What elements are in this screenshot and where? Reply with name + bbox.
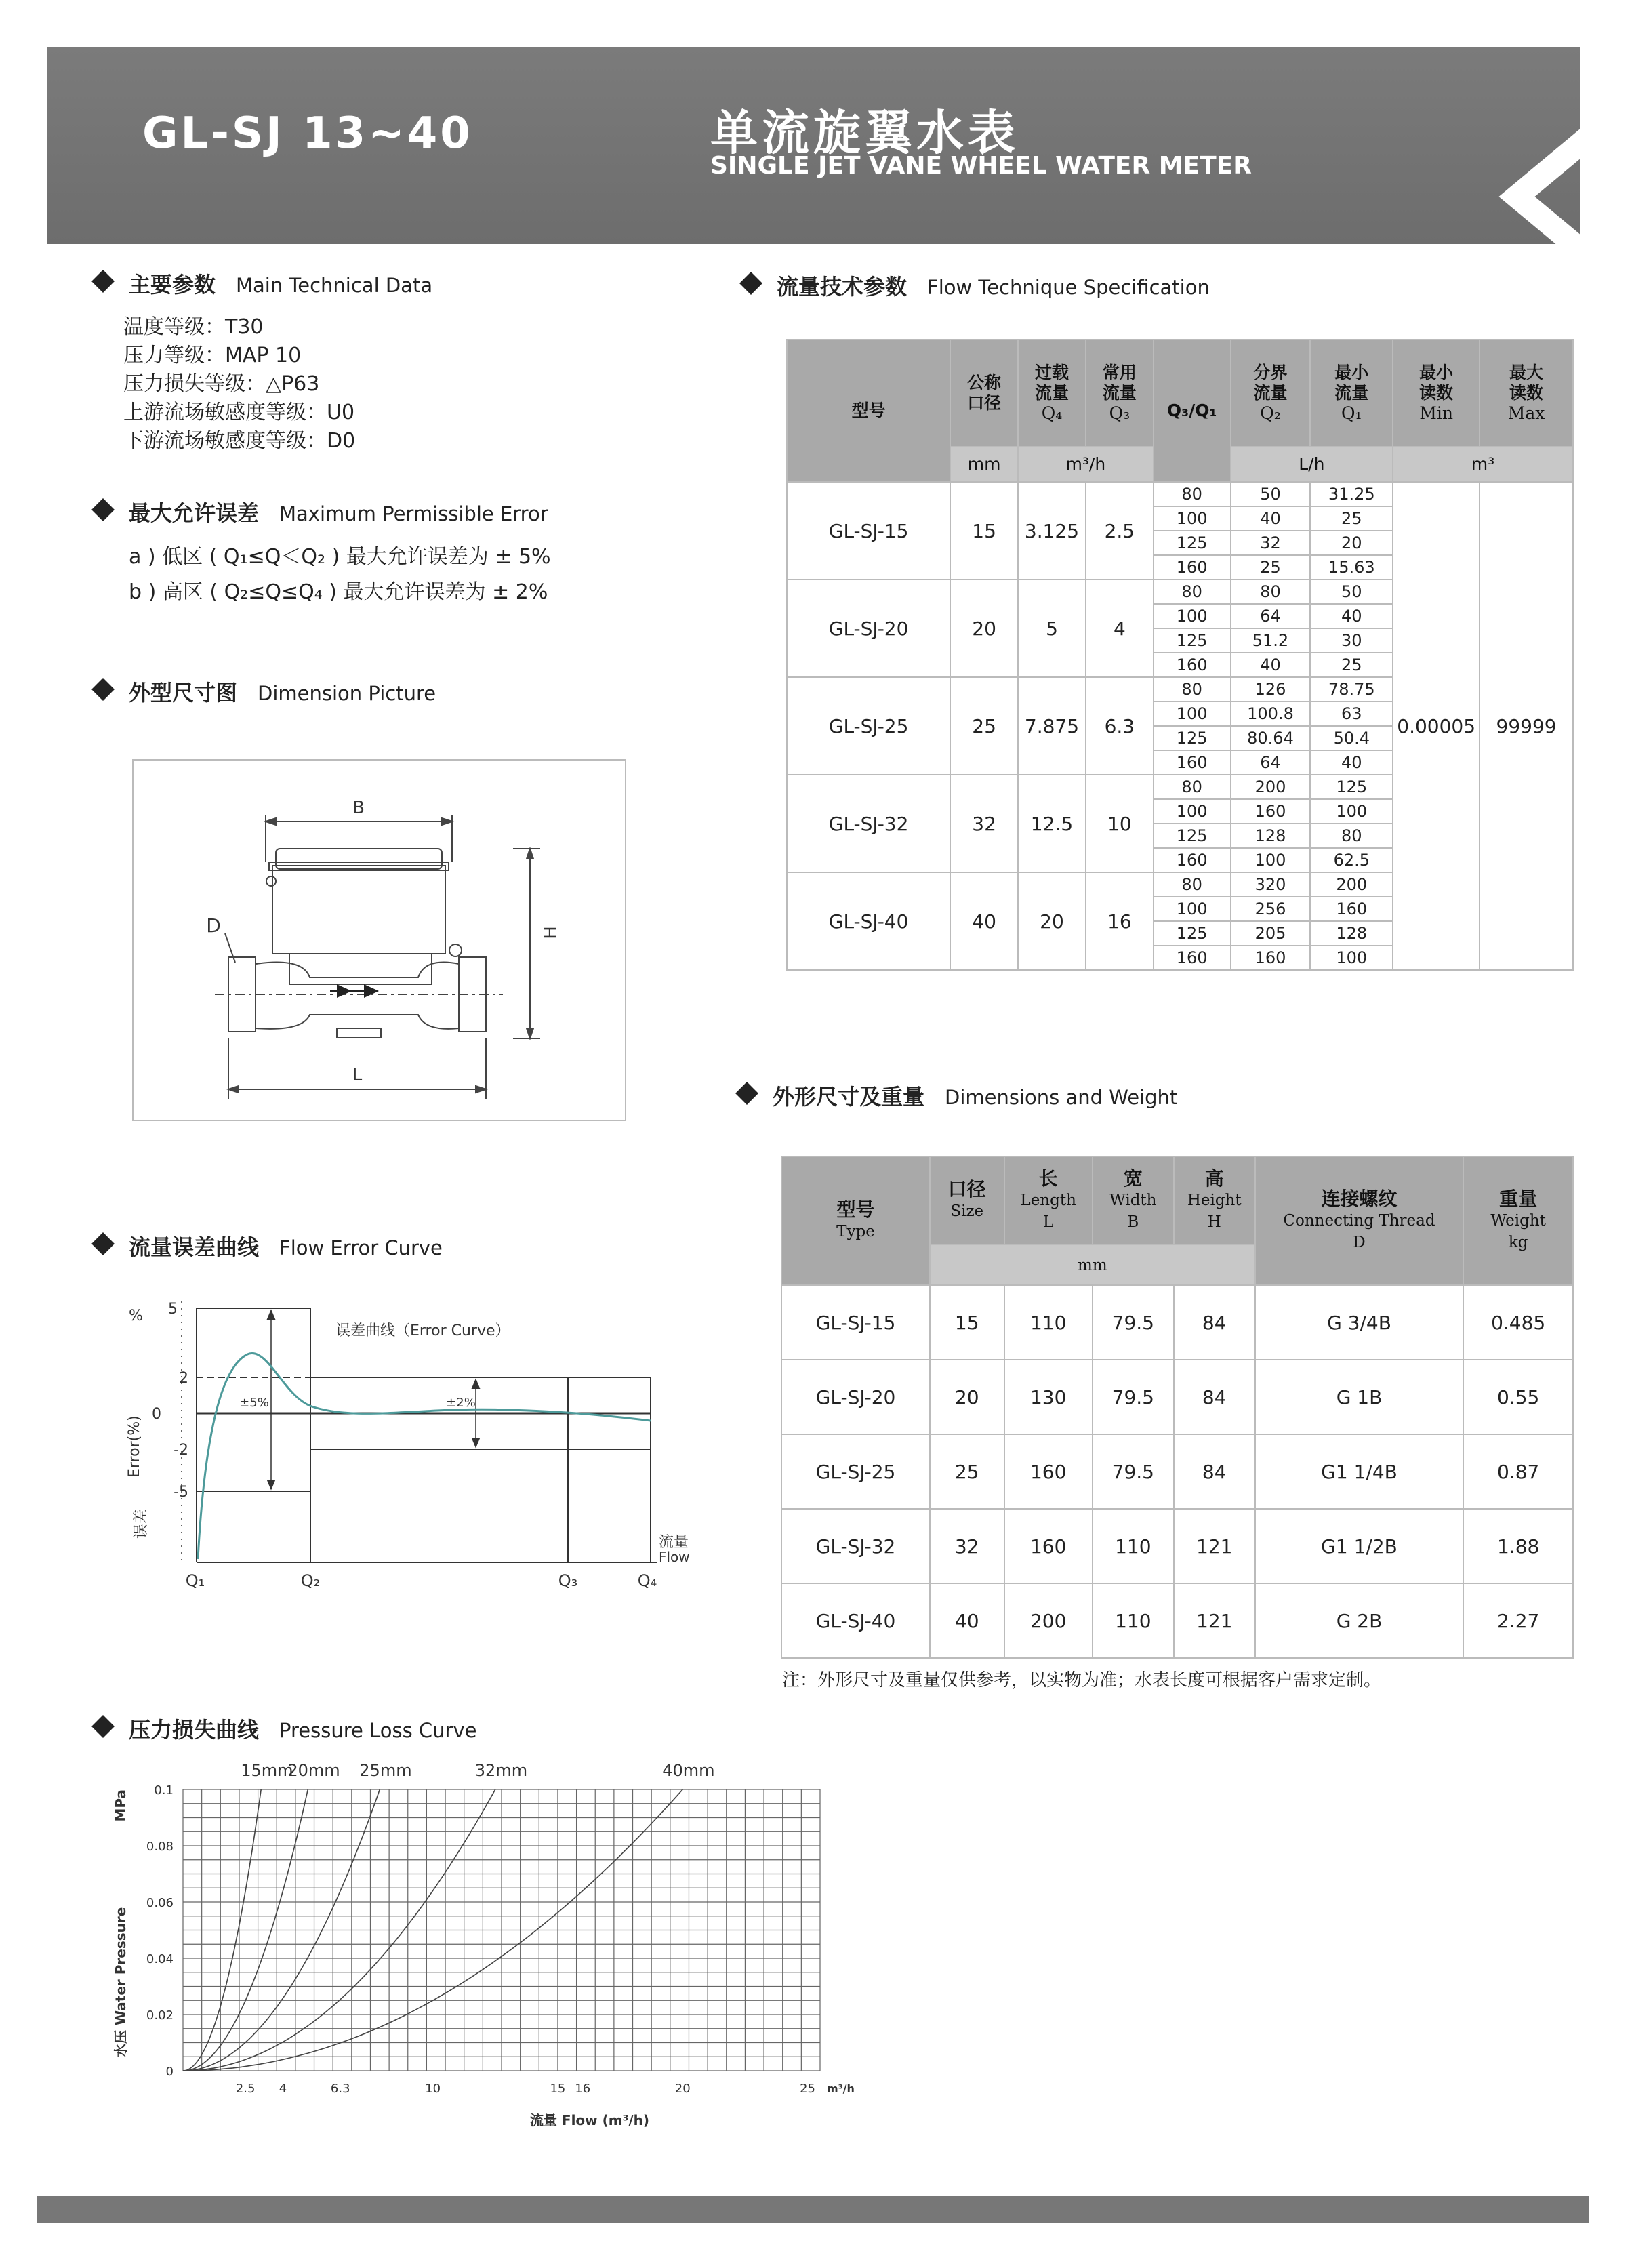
ytick-neg2: -2 bbox=[174, 1442, 188, 1459]
dim-weight-cell: 0.55 bbox=[1463, 1360, 1573, 1434]
dim-type-cell: GL-SJ-40 bbox=[781, 1583, 930, 1658]
dim-weight-cell: 1.88 bbox=[1463, 1509, 1573, 1583]
q2-cell: 80 bbox=[1231, 580, 1311, 604]
col-q4: 过载流量 Q₄ bbox=[1018, 340, 1086, 447]
col-dn: 公称口径 bbox=[950, 340, 1018, 447]
flow-dn-cell: 25 bbox=[950, 677, 1018, 775]
model-title: GL-SJ 13~40 bbox=[142, 108, 473, 159]
spec-line: 温度等级：T30 bbox=[123, 315, 264, 339]
y-unit: % bbox=[129, 1308, 143, 1324]
meter-drawing bbox=[134, 761, 625, 1120]
ratio-cell: 100 bbox=[1154, 702, 1231, 726]
dim-weight-cell: 0.485 bbox=[1463, 1285, 1573, 1360]
q1-cell: 25 bbox=[1310, 506, 1393, 531]
col-weight: 重量 Weight kg bbox=[1463, 1156, 1573, 1285]
ytick-label: 0.06 bbox=[146, 1896, 174, 1910]
ylabel-en: Error(%) bbox=[126, 1415, 143, 1478]
ytick-label: 0.04 bbox=[146, 1952, 174, 1966]
xtick-label: 10 bbox=[425, 2082, 441, 2096]
dim-width-cell: 110 bbox=[1093, 1583, 1174, 1658]
ytick-neg5: -5 bbox=[174, 1484, 188, 1501]
mpe-heading: 最大允许误差 Maximum Permissible Error bbox=[95, 496, 548, 527]
unit-mm: mm bbox=[930, 1244, 1255, 1285]
ratio-cell: 125 bbox=[1154, 824, 1231, 848]
q2-cell: 64 bbox=[1231, 750, 1311, 775]
dim-width-cell: 79.5 bbox=[1093, 1434, 1174, 1509]
y-unit-label: MPa bbox=[113, 1789, 129, 1822]
flow-q4-cell: 7.875 bbox=[1018, 677, 1086, 775]
ytick-label: 0 bbox=[165, 2065, 174, 2079]
xtick-label: 25 bbox=[800, 2082, 816, 2096]
q1-cell: 100 bbox=[1310, 946, 1393, 970]
l-label: L bbox=[352, 1065, 363, 1085]
dim-size-cell: 20 bbox=[930, 1360, 1004, 1434]
xtick-q1: Q₁ bbox=[185, 1571, 205, 1590]
flow-q4-cell: 12.5 bbox=[1018, 775, 1086, 872]
dim-height-cell: 121 bbox=[1174, 1509, 1255, 1583]
q2-cell: 32 bbox=[1231, 531, 1311, 555]
flow-q4-cell: 3.125 bbox=[1018, 482, 1086, 580]
product-title-zh: 单流旋翼水表 bbox=[710, 105, 1019, 161]
flow-dn-cell: 32 bbox=[950, 775, 1018, 872]
q1-cell: 78.75 bbox=[1310, 677, 1393, 702]
dim-thread-cell: G 1B bbox=[1255, 1360, 1464, 1434]
dims-row bbox=[781, 1583, 1573, 1658]
spec-line: 压力等级：MAP 10 bbox=[123, 344, 302, 367]
col-q3: 常用流量 Q₃ bbox=[1086, 340, 1154, 447]
q2-cell: 100.8 bbox=[1231, 702, 1311, 726]
error-curve-label: 误差曲线（Error Curve） bbox=[335, 1322, 510, 1339]
q1-cell: 31.25 bbox=[1310, 482, 1393, 506]
series-label: 15mm bbox=[241, 1761, 293, 1780]
b-label: B bbox=[352, 798, 365, 818]
dim-thread-cell: G1 1/4B bbox=[1255, 1434, 1464, 1509]
col-max: 最大读数 Max bbox=[1480, 340, 1573, 447]
ratio-cell: 160 bbox=[1154, 750, 1231, 775]
q1-cell: 25 bbox=[1310, 653, 1393, 677]
q1-cell: 50 bbox=[1310, 580, 1393, 604]
dim-width-cell: 110 bbox=[1093, 1509, 1174, 1583]
flow-q3-cell: 2.5 bbox=[1086, 482, 1154, 580]
error-curve-chart bbox=[102, 1288, 712, 1613]
flow-row bbox=[787, 482, 1573, 506]
dim-type-cell: GL-SJ-15 bbox=[781, 1285, 930, 1360]
q2-cell: 51.2 bbox=[1231, 628, 1311, 653]
pressure-loss-chart bbox=[102, 1756, 881, 2135]
flow-spec-table bbox=[786, 339, 1574, 971]
dim-thread-cell: G 3/4B bbox=[1255, 1285, 1464, 1360]
ratio-cell: 125 bbox=[1154, 921, 1231, 946]
series-label: 20mm bbox=[287, 1761, 340, 1780]
band-low-label: ±5% bbox=[239, 1396, 269, 1410]
ratio-cell: 80 bbox=[1154, 580, 1231, 604]
mpe-line: a ) 低区 ( Q₁≤Q＜Q₂ ) 最大允许误差为 ± 5% bbox=[129, 545, 551, 569]
q1-cell: 125 bbox=[1310, 775, 1393, 799]
ratio-cell: 80 bbox=[1154, 872, 1231, 897]
ratio-cell: 125 bbox=[1154, 531, 1231, 555]
unit-m3h: m³/h bbox=[1018, 447, 1154, 482]
x-axis-label: 流量 Flow (m³/h) bbox=[529, 2112, 650, 2128]
series-label: 32mm bbox=[474, 1761, 528, 1780]
q1-cell: 50.4 bbox=[1310, 726, 1393, 750]
flow-q4-cell: 20 bbox=[1018, 872, 1086, 970]
q2-cell: 25 bbox=[1231, 555, 1311, 580]
ratio-cell: 100 bbox=[1154, 604, 1231, 628]
flow-q3-cell: 10 bbox=[1086, 775, 1154, 872]
series-label: 40mm bbox=[662, 1761, 715, 1780]
ratio-cell: 125 bbox=[1154, 628, 1231, 653]
corner-chevron-icon bbox=[1442, 115, 1605, 278]
series-label: 25mm bbox=[359, 1761, 412, 1780]
q2-cell: 320 bbox=[1231, 872, 1311, 897]
dim-width-cell: 79.5 bbox=[1093, 1285, 1174, 1360]
q2-cell: 160 bbox=[1231, 946, 1311, 970]
mpe-list bbox=[129, 540, 551, 610]
q2-cell: 160 bbox=[1231, 799, 1311, 824]
dim-weight-cell: 2.27 bbox=[1463, 1583, 1573, 1658]
col-height: 高 Height H bbox=[1174, 1156, 1255, 1244]
flow-type-cell: GL-SJ-20 bbox=[787, 580, 950, 677]
flow-type-cell: GL-SJ-15 bbox=[787, 482, 950, 580]
ratio-cell: 125 bbox=[1154, 726, 1231, 750]
q2-cell: 40 bbox=[1231, 653, 1311, 677]
error-curve-line bbox=[198, 1353, 651, 1559]
error-curve-heading: 流量误差曲线 Flow Error Curve bbox=[95, 1230, 443, 1261]
q1-cell: 128 bbox=[1310, 921, 1393, 946]
main-data-heading: 主要参数 Main Technical Data bbox=[95, 268, 432, 299]
flow-dn-cell: 20 bbox=[950, 580, 1018, 677]
dim-height-cell: 84 bbox=[1174, 1360, 1255, 1434]
ratio-cell: 100 bbox=[1154, 799, 1231, 824]
col-thread: 连接螺纹 Connecting Thread D bbox=[1255, 1156, 1464, 1285]
dim-height-cell: 121 bbox=[1174, 1583, 1255, 1658]
ratio-cell: 160 bbox=[1154, 653, 1231, 677]
ratio-cell: 100 bbox=[1154, 897, 1231, 921]
mpe-line: b ) 高区 ( Q₂≤Q≤Q₄ ) 最大允许误差为 ± 2% bbox=[129, 580, 548, 604]
dim-size-cell: 40 bbox=[930, 1583, 1004, 1658]
ytick-5: 5 bbox=[168, 1301, 178, 1318]
xtick-label: 4 bbox=[279, 2082, 287, 2096]
ratio-cell: 80 bbox=[1154, 482, 1231, 506]
dim-size-cell: 32 bbox=[930, 1509, 1004, 1583]
xtick-q4: Q₄ bbox=[637, 1571, 657, 1590]
q1-cell: 80 bbox=[1310, 824, 1393, 848]
q1-cell: 15.63 bbox=[1310, 555, 1393, 580]
col-min: 最小读数 Min bbox=[1393, 340, 1480, 447]
col-width: 宽 Width B bbox=[1093, 1156, 1174, 1244]
unit-mm: mm bbox=[950, 447, 1018, 482]
flow-type-cell: GL-SJ-32 bbox=[787, 775, 950, 872]
q1-cell: 63 bbox=[1310, 702, 1393, 726]
dims-heading: 外形尺寸及重量 Dimensions and Weight bbox=[739, 1080, 1177, 1111]
dims-row bbox=[781, 1360, 1573, 1434]
product-title-en: SINGLE JET VANE WHEEL WATER METER bbox=[710, 152, 1252, 180]
ratio-cell: 100 bbox=[1154, 506, 1231, 531]
flow-dn-cell: 40 bbox=[950, 872, 1018, 970]
dim-thread-cell: G1 1/2B bbox=[1255, 1509, 1464, 1583]
dim-length-cell: 200 bbox=[1004, 1583, 1093, 1658]
dim-length-cell: 130 bbox=[1004, 1360, 1093, 1434]
dim-type-cell: GL-SJ-20 bbox=[781, 1360, 930, 1434]
q1-cell: 62.5 bbox=[1310, 848, 1393, 872]
max-reading-cell: 99999 bbox=[1480, 482, 1573, 970]
flow-type-cell: GL-SJ-40 bbox=[787, 872, 950, 970]
q2-cell: 64 bbox=[1231, 604, 1311, 628]
band-high-label: ±2% bbox=[446, 1396, 476, 1410]
x-unit-label: m³/h bbox=[827, 2082, 855, 2095]
xlabel-zh: 流量 bbox=[659, 1534, 689, 1551]
col-ratio: Q₃/Q₁ bbox=[1154, 340, 1231, 482]
ytick-2: 2 bbox=[179, 1370, 188, 1387]
ytick-label: 0.08 bbox=[146, 1840, 174, 1854]
q2-cell: 100 bbox=[1231, 848, 1311, 872]
spec-line: 上游流场敏感度等级：U0 bbox=[123, 401, 355, 424]
flow-q4-cell: 5 bbox=[1018, 580, 1086, 677]
q1-cell: 100 bbox=[1310, 799, 1393, 824]
q2-cell: 40 bbox=[1231, 506, 1311, 531]
flow-type-cell: GL-SJ-25 bbox=[787, 677, 950, 775]
xtick-label: 20 bbox=[674, 2082, 691, 2096]
y-axis-label: 水压 Water Pressure bbox=[113, 1907, 129, 2057]
col-length: 长 Length L bbox=[1004, 1156, 1093, 1244]
dim-type-cell: GL-SJ-25 bbox=[781, 1434, 930, 1509]
min-reading-cell: 0.00005 bbox=[1393, 482, 1480, 970]
ylabel-zh-vertical: 误差 bbox=[133, 1508, 150, 1539]
dim-height-cell: 84 bbox=[1174, 1285, 1255, 1360]
xtick-label: 2.5 bbox=[235, 2082, 256, 2096]
dim-width-cell: 79.5 bbox=[1093, 1360, 1174, 1434]
flow-spec-heading: 流量技术参数 Flow Technique Specification bbox=[743, 270, 1210, 301]
q1-cell: 200 bbox=[1310, 872, 1393, 897]
dimension-drawing-frame bbox=[132, 759, 626, 1121]
q2-cell: 205 bbox=[1231, 921, 1311, 946]
col-q2: 分界流量 Q₂ bbox=[1231, 340, 1311, 447]
q1-cell: 30 bbox=[1310, 628, 1393, 653]
q1-cell: 160 bbox=[1310, 897, 1393, 921]
unit-m3: m³ bbox=[1393, 447, 1573, 482]
ratio-cell: 80 bbox=[1154, 677, 1231, 702]
xlabel-en: Flow bbox=[659, 1549, 690, 1565]
ytick-label: 0.02 bbox=[146, 2008, 174, 2023]
dim-height-cell: 84 bbox=[1174, 1434, 1255, 1509]
pressure-curve-heading: 压力损失曲线 Pressure Loss Curve bbox=[95, 1713, 476, 1744]
xtick-label: 16 bbox=[575, 2082, 591, 2096]
dim-length-cell: 160 bbox=[1004, 1509, 1093, 1583]
main-data-list bbox=[123, 313, 355, 455]
xtick-label: 15 bbox=[550, 2082, 566, 2096]
dims-table bbox=[781, 1156, 1574, 1659]
col-size: 口径 Size bbox=[930, 1156, 1004, 1244]
ratio-cell: 160 bbox=[1154, 848, 1231, 872]
q1-cell: 40 bbox=[1310, 604, 1393, 628]
flow-q3-cell: 16 bbox=[1086, 872, 1154, 970]
d-label: D bbox=[206, 914, 221, 937]
q2-cell: 80.64 bbox=[1231, 726, 1311, 750]
dim-length-cell: 160 bbox=[1004, 1434, 1093, 1509]
h-label: H bbox=[541, 926, 561, 939]
flow-q3-cell: 6.3 bbox=[1086, 677, 1154, 775]
col-type: 型号 bbox=[787, 340, 950, 482]
dim-thread-cell: G 2B bbox=[1255, 1583, 1464, 1658]
q2-cell: 126 bbox=[1231, 677, 1311, 702]
ytick-label: 0.1 bbox=[154, 1783, 174, 1798]
ratio-cell: 160 bbox=[1154, 555, 1231, 580]
dims-row bbox=[781, 1509, 1573, 1583]
dims-note: 注：外形尺寸及重量仅供参考，以实物为准；水表长度可根据客户需求定制。 bbox=[782, 1670, 1382, 1690]
dim-size-cell: 25 bbox=[930, 1434, 1004, 1509]
unit-lh: L/h bbox=[1231, 447, 1393, 482]
ytick-0: 0 bbox=[152, 1406, 161, 1423]
xtick-q2: Q₂ bbox=[300, 1571, 321, 1590]
footer-bar bbox=[37, 2196, 1589, 2223]
dim-size-cell: 15 bbox=[930, 1285, 1004, 1360]
q1-cell: 40 bbox=[1310, 750, 1393, 775]
dims-row bbox=[781, 1434, 1573, 1509]
xtick-q3: Q₃ bbox=[558, 1571, 578, 1590]
q2-cell: 50 bbox=[1231, 482, 1311, 506]
xtick-label: 6.3 bbox=[330, 2082, 350, 2096]
q2-cell: 128 bbox=[1231, 824, 1311, 848]
dimension-picture-heading: 外型尺寸图 Dimension Picture bbox=[95, 676, 436, 707]
ratio-cell: 160 bbox=[1154, 946, 1231, 970]
flow-q3-cell: 4 bbox=[1086, 580, 1154, 677]
flow-dn-cell: 15 bbox=[950, 482, 1018, 580]
spec-line: 下游流场敏感度等级：D0 bbox=[123, 429, 356, 453]
dim-length-cell: 110 bbox=[1004, 1285, 1093, 1360]
q2-cell: 256 bbox=[1231, 897, 1311, 921]
ratio-cell: 80 bbox=[1154, 775, 1231, 799]
dims-row bbox=[781, 1285, 1573, 1360]
col-type: 型号 Type bbox=[781, 1156, 930, 1285]
spec-line: 压力损失等级：△P63 bbox=[123, 372, 320, 396]
dim-weight-cell: 0.87 bbox=[1463, 1434, 1573, 1509]
q1-cell: 20 bbox=[1310, 531, 1393, 555]
q2-cell: 200 bbox=[1231, 775, 1311, 799]
dim-type-cell: GL-SJ-32 bbox=[781, 1509, 930, 1583]
col-q1: 最小流量 Q₁ bbox=[1310, 340, 1393, 447]
